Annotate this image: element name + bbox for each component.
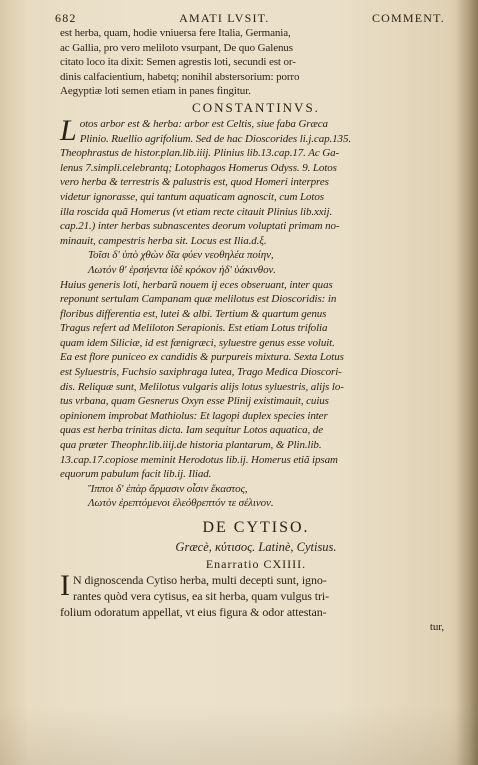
body-line: Huius generis loti, herbarũ nouem ij eces obseruant, inter quas <box>60 278 333 291</box>
body-line: 13.cap.17.copiose meminit Herodotus lib.ij. Homerus etiã ipsam <box>60 453 338 466</box>
drop-cap: L <box>60 113 77 147</box>
body-line: Ea est flore puniceo ex candidis & purpureis mixtura. Sexta Lotus <box>60 351 344 364</box>
body-line: rantes quòd vera cytisus, ea sit herba, quam vulgus tri- <box>73 589 329 603</box>
section-heading-constantinus: CONSTANTINVS. <box>192 99 320 115</box>
body-line: dinis calfacientium, habetq; nonihil abstersorium: porro <box>60 70 300 83</box>
running-title: AMATI LVSIT. <box>179 11 270 25</box>
body-line: lenus 7.simpli.celebrantq; Lotophagos Homerus Odyss. 9. Lotos <box>60 161 337 174</box>
page-number: 682 <box>55 11 77 25</box>
body-line: vero herba & terrestris & palustris est, quod Homeri interpres <box>60 176 329 189</box>
body-line: opinionem improbat Mathiolus: Et lagopi duplex species inter <box>60 409 328 422</box>
body-line: quas est herba trinitas dicta. Iam sequitur Lotos aquatica, de <box>60 424 323 437</box>
page-bottom-shadow <box>0 705 478 765</box>
body-line: videtur ignorasse, qui tantum aquaticam agnoscit, cum Lotos <box>60 190 324 203</box>
constantinus-paragraph <box>60 113 452 248</box>
body-line: N dignoscenda Cytiso herba, multi decepti sunt, igno- <box>73 573 327 587</box>
page-gutter-shadow <box>456 0 478 765</box>
running-title-right: COMMENT. <box>371 11 445 25</box>
body-line: citato loco ita dixit: Semen agrestis loti, secundi est or- <box>60 56 296 69</box>
body-line: cap.21.) inter herbas subnascentes deorum voluptati primam no- <box>60 220 340 233</box>
body-line: illa roscida quã Homerus (vt etiam recte citauit Plinius lib.xxij. <box>60 205 333 218</box>
body-line: Tragus refert ad Meliloton Serapionis. Est etiam Lotus trifolia <box>60 322 328 335</box>
body-line: floribus differentia est, lutei & albi. Tertium & quartum genus <box>60 307 327 320</box>
body-line: dis. Reliquæ sunt, Melilotus vulgaris alijs lotus syluestris, alijs lo- <box>60 380 344 393</box>
cytiso-paragraph <box>60 569 452 620</box>
body-line: Plinio. Ruellio agrifolium. Sed de hac Dioscorides li.j.cap.135. <box>79 132 352 145</box>
catchword: tur, <box>429 621 444 633</box>
body-line: quam idem Siliciæ, id est fænigræci, syluestre genus esse voluit. <box>60 336 335 349</box>
body-line: est Syluestris, Fuchsio saxiphraga lutea, Trago Medica Dioscori- <box>60 366 342 379</box>
drop-cap: I <box>60 569 70 602</box>
body-line: equorum pabulum facit lib.ij. Iliad. <box>60 468 212 481</box>
cytiso-subtitle: Græcè, κύτισος. Latinè, Cytisus. <box>175 540 337 554</box>
greek-verse-line: Ἵπποι δ' ἐπὰρ ἄρμασιν οἷσιν ἕκαστος, <box>88 482 248 495</box>
body-line: Aegyptiæ loti semen etiam in panes fingitur. <box>60 85 251 98</box>
section-heading-cytiso: DE CYTISO. <box>202 519 310 536</box>
body-line: folium odoratum appellat, vt eius figura & odor attestan- <box>60 605 327 619</box>
body-line: reponunt sertulam Campanam quæ melilotus est Dioscoridis: in <box>60 293 337 306</box>
greek-verse-line: Λωτόν θ' ἑρσήεντα ἰδὲ κρόκον ἠδ' ὑάκινθον. <box>88 263 276 276</box>
body-line: minauit, campestris herba sit. Locus est Ilia.d.ξ. <box>60 234 267 247</box>
body-line: Theophrastus de histor.plan.lib.iiij. Plinius lib.13.cap.17. Ac Ga- <box>60 147 340 160</box>
enarratio-label: Enarratio CXIIII. <box>205 557 307 571</box>
greek-verse-line: Τοῖσι δ' ὑπὸ χθὼν δῖα φύεν νεοθηλέα ποίην, <box>88 249 274 262</box>
greek-verse-line: Λωτὸν ἐρεπτόμενοι ἐλεόθρεπτόν τε σέλινον. <box>88 497 274 510</box>
lotus-paragraph <box>60 278 452 482</box>
body-line: tus vrbana, quam Gesnerus Oxyn esse Plinij existimauit, cuius <box>60 395 329 408</box>
body-line: est herba, quam, hodie vniuersa fere Italia, Germania, <box>60 27 291 39</box>
body-line: otos arbor est & herba: arbor est Celtis, siue faba Græca <box>79 117 328 130</box>
running-header <box>55 10 445 26</box>
body-line: ac Gallia, pro vero meliloto vsurpant, De quo Galenus <box>60 41 293 54</box>
body-line: qua præter Theophr.lib.iiij.de historia plantarum, & Plin.lib. <box>60 439 322 452</box>
text-block <box>55 10 452 635</box>
